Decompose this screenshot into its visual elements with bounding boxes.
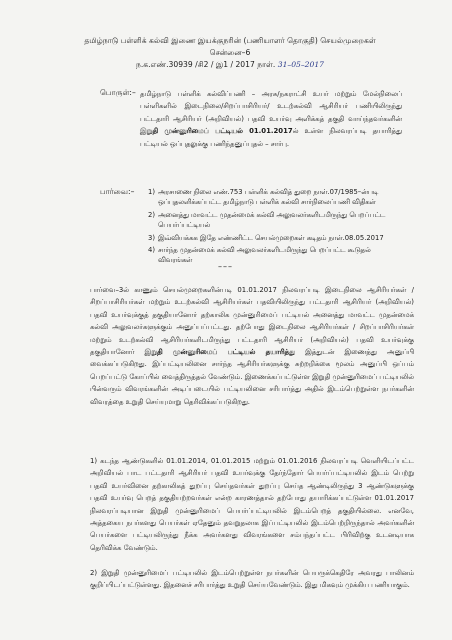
office-heading: தமிழ்நாடு பள்ளிக் கல்வி இணை இயக்குநரின் (பணியாளர் தொகுதி) செயல்முறைகள் xyxy=(84,36,376,45)
section-divider: ––– xyxy=(218,262,233,271)
reference-item: 3) இவ்வியக்கக இதே எண்ணிட்ட செயல்முறைகள் கடிதம் நாள்.08.05.2017 xyxy=(148,233,384,242)
reference-number-line xyxy=(60,60,400,70)
final-list-emphasis: இறுதி முன்னுரிமைப் பட்டியல் தயாரித்து xyxy=(144,348,296,357)
subject-body: தமிழ்நாடு பள்ளிக் கல்விப்பணி – அரசு/நகராட்சி உயர் மற்றும் மேல்நிலைப் பள்ளிகளில் இடைநிலை/சிறப்பாசிரியர்/ உடற்கல்வி ஆசிரியர் பணியிலிருந்து பட்டதாரி ஆசிரியர் (அறிவியல்) பதவி உயர்வு அளிக்கத் தகுதி வாய்ந்தவர்களின் xyxy=(140,90,402,123)
subject-body-end: ல் உள்ள நிலவரப்படி தயாரித்து பட்டியல் ஒப்புதலுக்கு பணிந்தனுப்புதல் – சார்பு. xyxy=(140,127,402,148)
body-paragraph-1: பார்வை–3ல் காணும் செயல்முறைகளின்படி 01.01.2017 நிலவரப்படி இடைநிலை ஆசிரியர்கள் / சிறப்பாசிரியர்கள் மற்றும் உடற்கல்வி ஆசிரியர்கள் பதவியிலிருந்து பட்டதாரி ஆசிரியர் (அறிவியல்) பதவி உயர்வுக்குத் தகுதியானோர் தற்காலிக முன்னுரிமைப் பட்டியல் அனைத்து மாவட்ட முதன்மைக் கல்வி அலுவலர்களுக்கும் அனுப்பப்பட்டது. தற்போது இடைநிலை ஆசிரியர்கள் / சிறப்பாசிரியர்கள் மற்றும் உடற்கல்வி ஆசிரியர்களிடமிருந்து பட்டதாரி ஆசிரியர் (அறிவியல்) பதவி உயர்வுக்கு தகுதியானோர் இறுதி முன்னுரிமைப் பட்டியல் தயாரித்து இத்துடன் இணைத்து அனுப்பி வைக்கப்படுகிறது. இப்பட்டியலினை சார்ந்த ஆசிரியர்களுக்கு சுற்றறிக்கை மூலம் அனுப்பி ஒப்பம் பெறப்பட்டு கோப்பில் வைத்திருத்தல் வேண்டும். இணைக்கப்பட்டுள்ள இறுதி முன்னுரிமைப் பட்டியலில் பின்வரும் விவரங்களின் அடிப்படையில் பட்டியலினை சரிபார்த்து அதில் இடம்பெற்றுள்ள நபர்களின் விவரத்தை உறுதி செய்யுமாறு தெரிவிக்கப்படுகிறது. xyxy=(90,286,414,406)
reference-item: 1) அரசாணை நிலை எண்.753 பள்ளிக் கல்வித் துறை நாள்.07/1985–ன்படி ஒப்புதலளிக்கப்பட்ட தமிழ்நாடு பள்ளிக் கல்வி சார்நிலைப்பணி விதிகள் xyxy=(148,188,379,207)
subject-label: பொருள்:– xyxy=(100,88,136,97)
reference-number: ந.க.எண்.30939 /சி2 / இ1 / 2017 நாள். xyxy=(136,60,276,69)
subject-text xyxy=(140,88,402,150)
reference-label: பார்வை:– xyxy=(100,187,135,196)
handwritten-date: 31–05–2017 xyxy=(277,60,324,69)
reference-list xyxy=(148,187,406,268)
subject-bold: இறுதி முன்னுரிமைப் பட்டியல் 01.01.2017 xyxy=(140,127,293,136)
reference-item: 2) அனைத்து மாவட்ட முதன்மைக் கல்வி அலுவலர்களிடமிருந்து பெறப்பட்ட பெயர்ப்பட்டியல் xyxy=(148,210,386,230)
office-location: சென்னை–6 xyxy=(209,48,251,57)
reference-item: 4) சார்ந்த முதன்மைக் கல்வி அலுவலர்களிடமிருந்து பெறப்பட்ட கூடுதல் விவரங்கள் xyxy=(148,246,371,265)
body-paragraph-3: 2) இறுதி முன்னுரிமைப் பட்டியலில் இடம்பெற்றுள்ள நபர்களின் பெயருக்கெதிரே அவரது பாலினம் குறிப்பிடப்பட்டுள்ளது. இதனைச் சரிபார்த்து உறுதி செய்யவேண்டும். இது மிகவும் முக்கிய பணியாகும். xyxy=(90,569,414,590)
body-paragraph-2: 1) கடந்த ஆண்டுகளில் 01.01.2014, 01.01.2015 மற்றும் 01.01.2016 நிலவரப்படி வெளியிடப்பட்ட அறிவியல் பாட பட்டதாரி ஆசிரியர் பதவி உயர்வுக்கு தேர்ந்தோர் பெயர்ப்பட்டியலில் இடம் பெற்று பதவி உயர்வினை தற்காலிகத் துறப்பு செய்தவர்கள் துறப்பு செய்த ஆண்டிலிருந்து 3 ஆண்டுகளுக்கு பதவி உயர்வு பெறத் தகுதியற்றவர்கள் என்ற காரணத்தால் தற்போது தயாரிக்கப்பட்டுள்ள 01.01.2017 நிலவரப்படியான இறுதி முன்னுரிமைப் பெயர்ப்பட்டியலில் இடம்பெறத் தகுதியில்லை. எனவே, அத்தகைய நபர்களது பெயர்கள் ஏதேனும் தவறுதலாக இப்பட்டியலில் இடம்பெற்றிருந்தால் அவர்களின் பெயர்களை பட்டியலிருந்து நீக்க அவர்களது விவரங்களை சம்பந்தப்பட்ட பிரிவிற்கு உடனடியாக தெரிவிக்க வேண்டும். xyxy=(90,457,414,552)
